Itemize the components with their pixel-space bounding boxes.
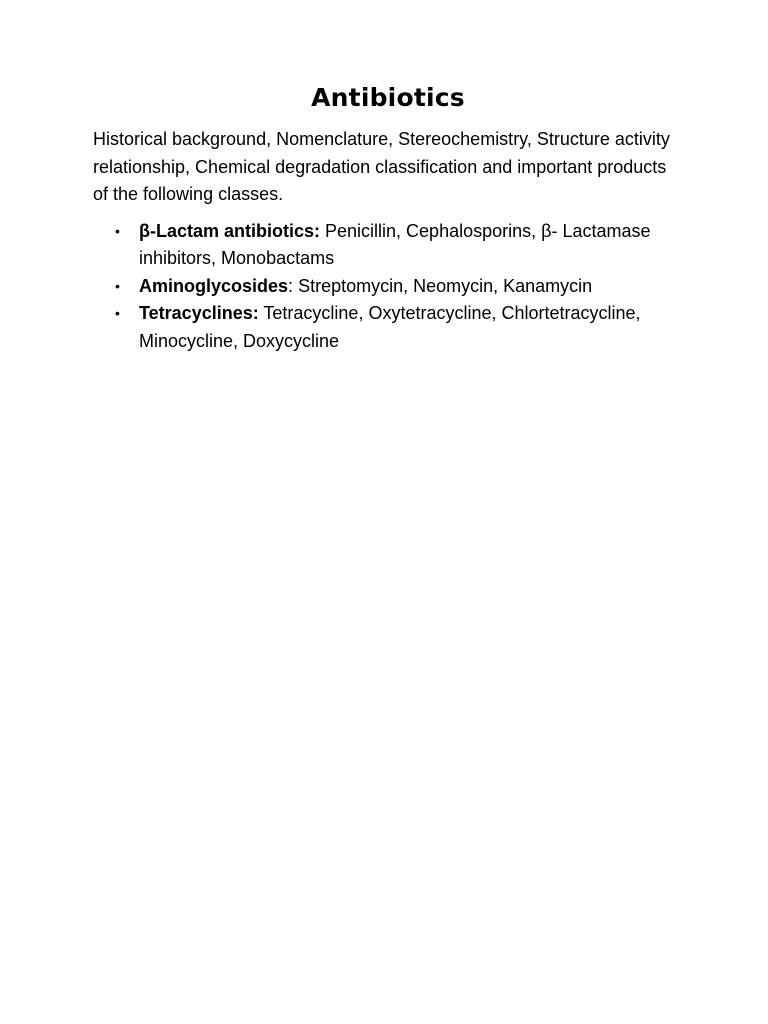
class-separator: :	[288, 275, 294, 296]
list-item-beta-lactam	[115, 218, 683, 273]
document-page	[93, 80, 683, 355]
class-term: Aminoglycosides	[139, 275, 289, 296]
bullet-icon: •	[115, 222, 120, 239]
class-details: Penicillin, Cephalosporins, β- Lactamase inhibitors, Monobactams	[139, 220, 651, 268]
class-details: Tetracycline, Oxytetracycline, Chlortetracycline, Minocycline, Doxycycline	[139, 303, 641, 351]
bullet-icon: •	[115, 277, 120, 294]
list-item-aminoglycosides	[115, 273, 683, 301]
class-term: β-Lactam antibiotics:	[139, 220, 321, 241]
antibiotic-class-list	[93, 218, 683, 356]
class-details: Streptomycin, Neomycin, Kanamycin	[293, 275, 593, 296]
list-item-tetracyclines	[115, 300, 683, 355]
bullet-icon: •	[115, 305, 120, 321]
class-term: Tetracyclines:	[139, 303, 259, 323]
intro-paragraph: Historical background, Nomenclature, Stereochemistry, Structure activity relationship, Chemical degradation classification and important products of the following classes.	[93, 129, 670, 204]
page-title: Antibiotics	[311, 83, 465, 112]
